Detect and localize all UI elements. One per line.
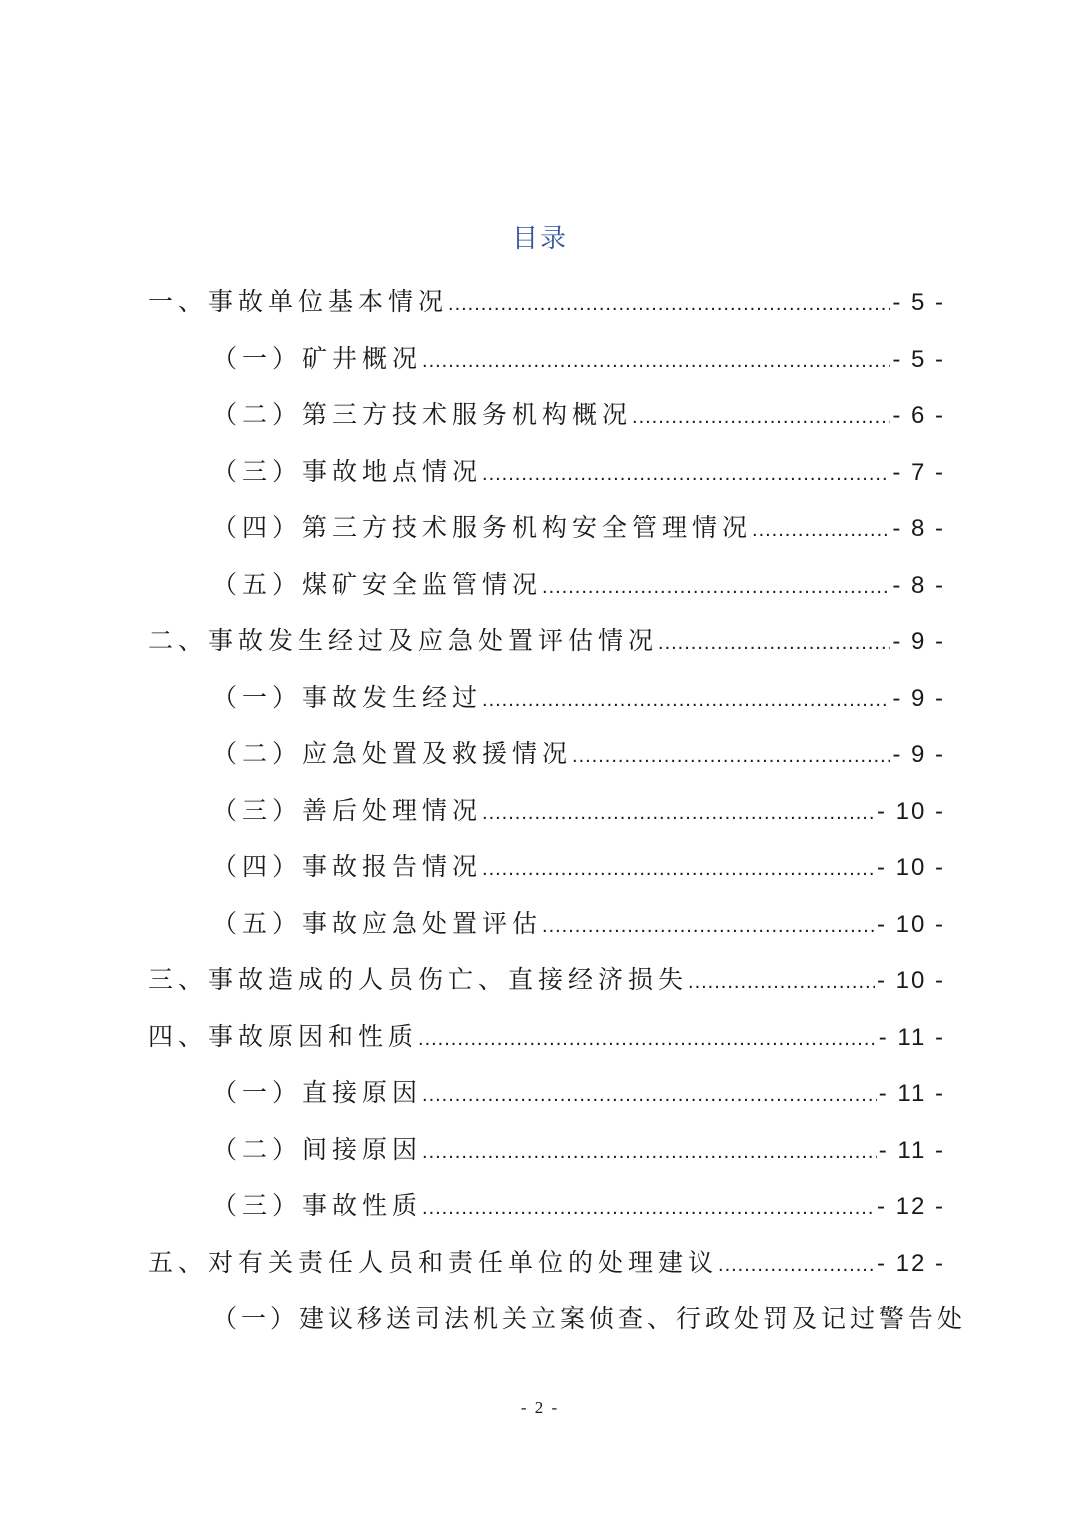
dot-leader xyxy=(482,858,875,881)
toc-entry-text: （五）煤矿安全监管情况 xyxy=(212,570,543,599)
toc-entry-text: （五）事故应急处置评估 xyxy=(212,909,543,938)
toc-entry-page: - 9 - xyxy=(892,628,945,655)
toc-entry[interactable] xyxy=(148,621,945,661)
toc-entry-text: （二）第三方技术服务机构概况 xyxy=(212,400,633,429)
dot-leader xyxy=(482,689,890,712)
toc-entry-text: （一）矿井概况 xyxy=(212,344,423,373)
toc-entry-text: （一）直接原因 xyxy=(212,1078,423,1107)
toc-entry[interactable] xyxy=(212,1186,945,1226)
toc-entry[interactable] xyxy=(148,960,945,1000)
toc-entry-continued[interactable] xyxy=(212,1299,967,1339)
toc-entry[interactable] xyxy=(212,734,945,774)
dot-leader xyxy=(422,1197,875,1220)
toc-entry[interactable] xyxy=(212,508,945,548)
dot-leader xyxy=(752,519,890,542)
dot-leader xyxy=(482,802,875,825)
toc-entry-page: - 5 - xyxy=(892,346,945,373)
toc-entry-page: - 11 - xyxy=(878,1137,945,1164)
toc-entry[interactable] xyxy=(212,339,945,379)
toc-entry-page: - 10 - xyxy=(876,854,945,881)
dot-leader xyxy=(422,1141,877,1164)
toc-entry-page: - 9 - xyxy=(892,741,945,768)
toc-entry-page: - 12 - xyxy=(876,1193,945,1220)
toc-entry-page: - 10 - xyxy=(876,798,945,825)
toc-entry-text: （四）第三方技术服务机构安全管理情况 xyxy=(212,513,753,542)
toc-entry[interactable] xyxy=(212,678,945,718)
toc-entry[interactable] xyxy=(212,395,945,435)
toc-entry[interactable] xyxy=(212,452,945,492)
dot-leader xyxy=(418,1028,877,1051)
toc-entry-page: - 5 - xyxy=(892,289,945,316)
toc-entry[interactable] xyxy=(148,282,945,322)
toc-entry-text: （四）事故报告情况 xyxy=(212,852,483,881)
toc-entry-text: 一、事故单位基本情况 xyxy=(148,287,449,316)
dot-leader xyxy=(688,971,875,994)
toc-entry-page: - 8 - xyxy=(892,515,945,542)
toc-entry-text: （一）建议移送司法机关立案侦查、行政处罚及记过警告处 xyxy=(212,1304,967,1333)
toc-entry[interactable] xyxy=(212,847,945,887)
toc-entry-page: - 7 - xyxy=(892,459,945,486)
dot-leader xyxy=(448,293,890,316)
dot-leader xyxy=(718,1254,875,1277)
toc-entry-text: （一）事故发生经过 xyxy=(212,683,483,712)
toc-entry-text: （二）间接原因 xyxy=(212,1135,423,1164)
dot-leader xyxy=(572,745,890,768)
toc-entry[interactable] xyxy=(212,565,945,605)
toc-entry-text: （三）事故地点情况 xyxy=(212,457,483,486)
toc-entry-page: - 10 - xyxy=(876,911,945,938)
toc-entry[interactable] xyxy=(212,1130,945,1170)
dot-leader xyxy=(542,915,875,938)
toc-title: 目录 xyxy=(511,224,568,254)
dot-leader xyxy=(658,632,890,655)
toc-entry-page: - 6 - xyxy=(892,402,945,429)
toc-entry[interactable] xyxy=(212,904,945,944)
toc-entry[interactable] xyxy=(148,1243,945,1283)
toc-entry-page: - 10 - xyxy=(876,967,945,994)
toc-entry[interactable] xyxy=(212,1073,945,1113)
toc-entry-text: 四、事故原因和性质 xyxy=(148,1022,419,1051)
toc-entry-text: 二、事故发生经过及应急处置评估情况 xyxy=(148,626,659,655)
toc-entry-page: - 11 - xyxy=(878,1024,945,1051)
toc-entry[interactable] xyxy=(212,791,945,831)
page-number: - 2 - xyxy=(520,1398,560,1417)
toc-entry-text: （三）事故性质 xyxy=(212,1191,423,1220)
toc-entry-page: - 9 - xyxy=(892,685,945,712)
toc-entry-text: （二）应急处置及救援情况 xyxy=(212,739,573,768)
toc-entry-page: - 11 - xyxy=(878,1080,945,1107)
toc-entry-text: 五、对有关责任人员和责任单位的处理建议 xyxy=(148,1248,719,1277)
toc-entry-page: - 8 - xyxy=(892,572,945,599)
dot-leader xyxy=(632,406,890,429)
dot-leader xyxy=(482,463,890,486)
dot-leader xyxy=(422,1084,877,1107)
toc-entry-text: 三、事故造成的人员伤亡、直接经济损失 xyxy=(148,965,689,994)
toc-entry-page: - 12 - xyxy=(876,1250,945,1277)
toc-entry-text: （三）善后处理情况 xyxy=(212,796,483,825)
toc-entry[interactable] xyxy=(148,1017,945,1057)
dot-leader xyxy=(542,576,890,599)
dot-leader xyxy=(422,350,890,373)
